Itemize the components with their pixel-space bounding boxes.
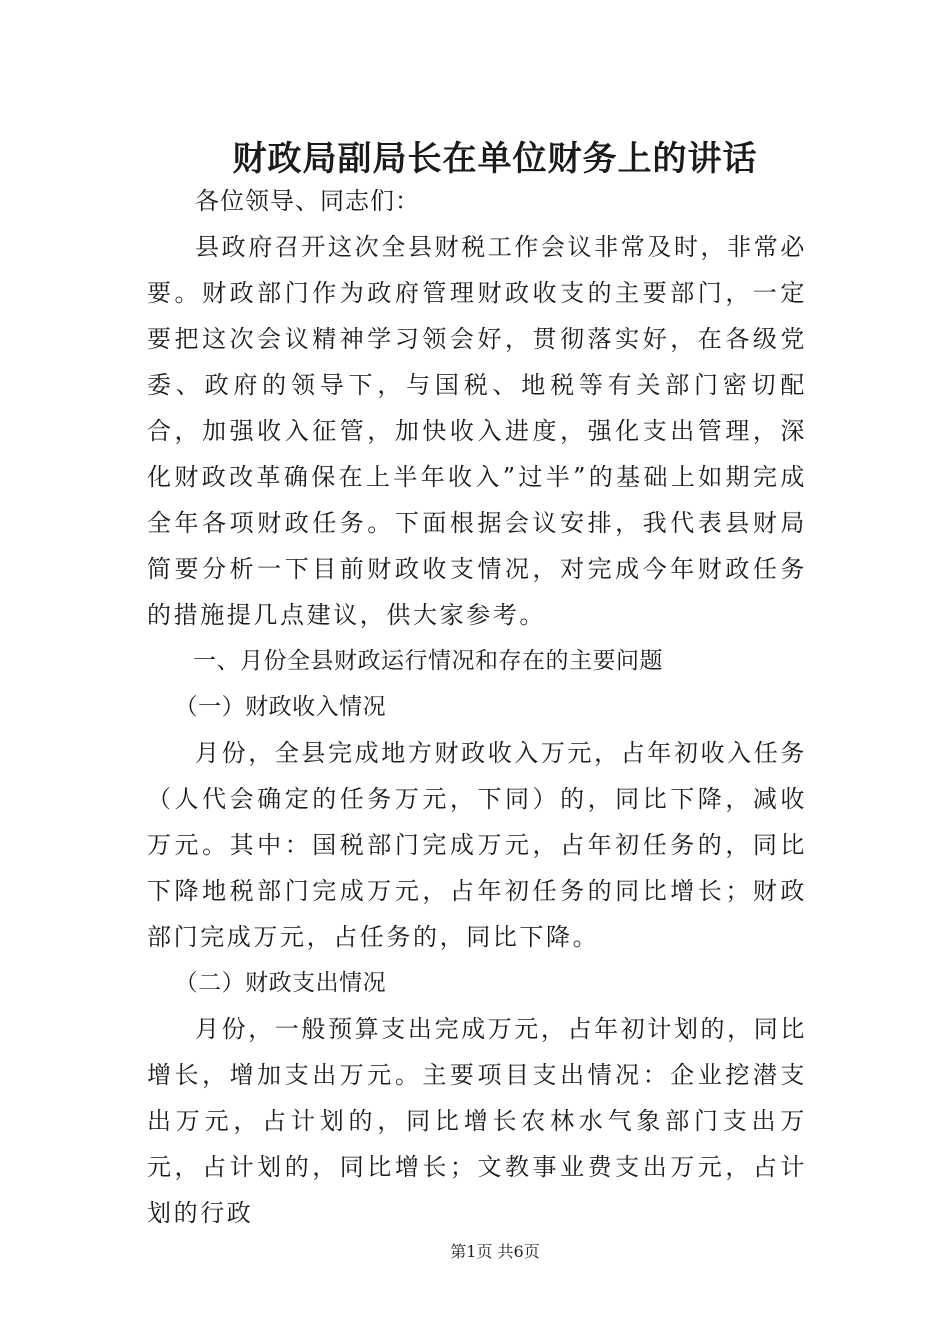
document-body [147, 178, 807, 1236]
document-title: 财政局副局长在单位财务上的讲话 [232, 139, 758, 179]
subsection-heading-revenue: （一）财政收入情况 [174, 694, 387, 720]
revenue-paragraph: 月份，全县完成地方财政收入万元，占年初收入任务（人代会确定的任务万元，下同）的，同比下降，减收万元。其中：国税部门完成万元，占年初任务的，同比下降地税部门完成万元，占年初任务的同比增长；财政部门完成万元，占任务的，同比下降。 [147, 739, 807, 951]
page-number: 第1页 共6页 [450, 1242, 540, 1261]
expenditure-paragraph: 月份，一般预算支出完成万元，占年初计划的，同比增长，增加支出万元。主要项目支出情况：企业挖潜支出万元，占计划的，同比增长农林水气象部门支出万元，占计划的，同比增长；文教事业费支出万元，占计划的行政 [147, 1015, 807, 1227]
salutation: 各位领导、同志们： [195, 187, 420, 215]
subsection-heading-expenditure: （二）财政支出情况 [174, 970, 387, 996]
intro-paragraph: 县政府召开这次全县财税工作会议非常及时，非常必要。财政部门作为政府管理财政收支的主要部门，一定要把这次会议精神学习领会好，贯彻落实好，在各级党委、政府的领导下，与国税、地税等有关部门密切配合，加强收入征管，加快收入进度，强化支出管理，深化财政改革确保在上半年收入”过半”的基础上如期完成全年各项财政任务。下面根据会议安排，我代表县财局简要分析一下目前财政收支情况，对完成今年财政任务的措施提几点建议，供大家参考。 [147, 233, 807, 629]
section-heading-1: 一、月份全县财政运行情况和存在的主要问题 [193, 648, 663, 674]
